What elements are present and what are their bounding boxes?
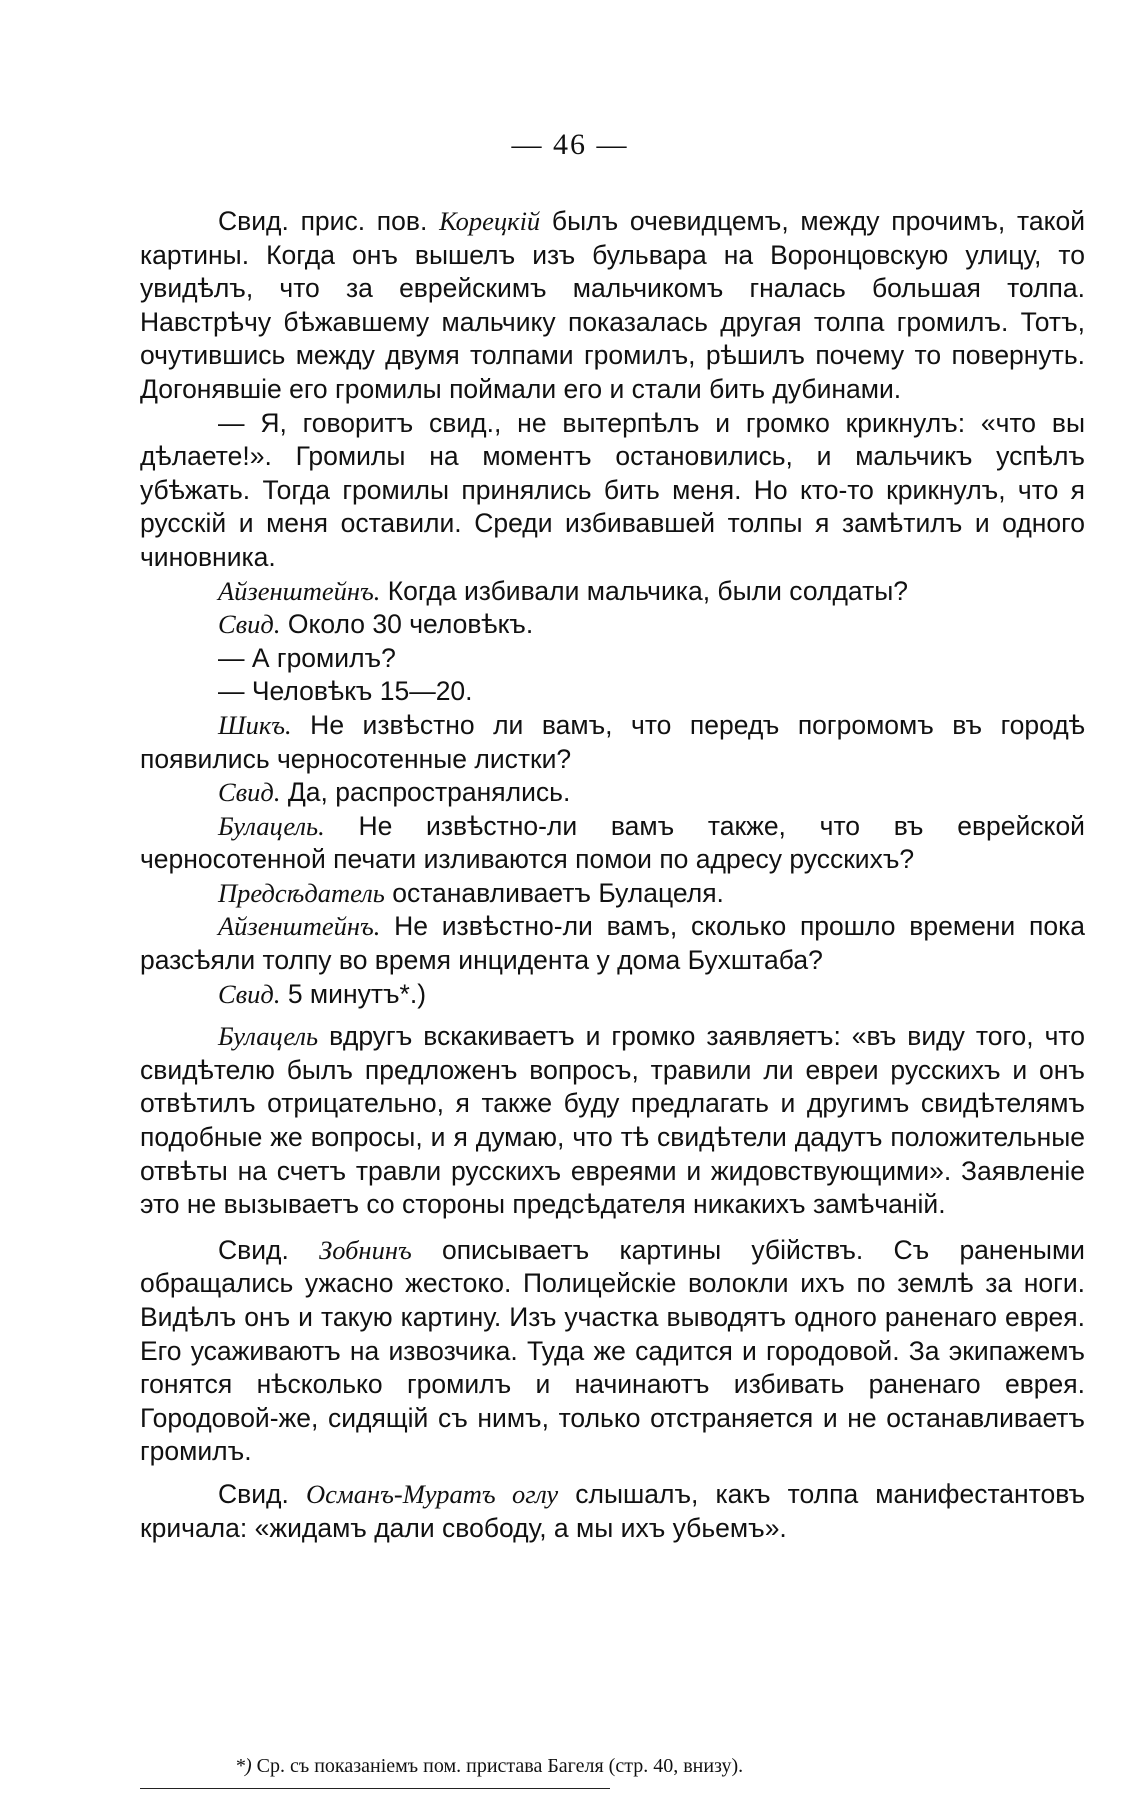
paragraph-text: останавливаетъ Булацеля. bbox=[384, 877, 724, 908]
speaker-name: Булацель. bbox=[218, 810, 325, 841]
paragraph bbox=[140, 675, 1085, 709]
paragraph-text: былъ очевидцемъ, между прочимъ, такой картины. Когда онъ вышелъ изъ бульвара на Воронцовскую улицу, то увидѣлъ, что за еврейскимъ мальчикомъ гналась большая толпа. Навстрѣчу бѣжавшему мальчику показалась другая толпа громилъ. Тотъ, очутившись между двумя толпами громилъ, рѣшилъ почему то повернуть. Догонявшіе его громилы поймали его и стали бить дубинами. bbox=[140, 206, 1085, 404]
paragraph-text: 5 минутъ*.) bbox=[280, 978, 427, 1009]
paragraph-text: описываетъ картины убійствъ. Съ ранеными обращались ужасно жестоко. Полицейскіе волокли ихъ по землѣ за ноги. Видѣлъ онъ и такую картину. Изъ участка выводятъ одного раненаго еврея. Его усаживаютъ на извозчика. Туда же садится и городовой. За экипажемъ гонятся нѣсколько громилъ и начинаютъ избивать раненаго еврея. Городовой-же, сидящій съ нимъ, только отстраняется и не останавливаетъ громилъ. bbox=[140, 1234, 1085, 1467]
paragraph bbox=[140, 776, 1085, 810]
speaker-name: Свид. bbox=[218, 777, 281, 808]
paragraph-text: вдругъ вскакиваетъ и громко заявляетъ: «въ виду того, что свидѣтелю былъ предложенъ вопросъ, травили ли евреи русскихъ и онъ отвѣтилъ отрицательно, я также буду предлагать и другимъ свидѣтелямъ подобные же вопросы, и я думаю, что тѣ свидѣтели дадутъ положительные отвѣты на счетъ травли русскихъ евреями и жидовствующими». Заявленіе это не вызываетъ со стороны предсѣдателя никакихъ замѣчаній. bbox=[140, 1021, 1085, 1220]
paragraph-text: — А громилъ? bbox=[218, 642, 396, 673]
speaker-name: Зобнинъ bbox=[319, 1234, 412, 1265]
paragraph bbox=[140, 978, 1085, 1012]
paragraph bbox=[140, 910, 1085, 977]
paragraph bbox=[140, 709, 1085, 776]
speaker-name: Свид. bbox=[218, 609, 281, 640]
paragraph-text: Свид. bbox=[218, 1234, 320, 1265]
paragraph bbox=[140, 575, 1085, 609]
paragraph-text: Не извѣстно ли вамъ, что передъ погромомъ въ городѣ появились черносотенные листки? bbox=[140, 709, 1085, 774]
paragraph bbox=[140, 407, 1085, 575]
footnote bbox=[235, 1755, 1085, 1778]
paragraph bbox=[140, 642, 1085, 676]
page-number: — 46 — bbox=[511, 128, 629, 161]
paragraph-text: Не извѣстно-ли вамъ также, что въ еврейской черносотенной печати изливаются помои по адресу русскихъ? bbox=[140, 810, 1085, 875]
footnote-rule bbox=[140, 1788, 610, 1789]
paragraph-text: Около 30 человѣкъ. bbox=[280, 609, 534, 640]
speaker-name: Корецкій bbox=[439, 206, 541, 236]
speaker-name: Свид. bbox=[218, 978, 281, 1009]
paragraph bbox=[140, 810, 1085, 877]
paragraph bbox=[140, 608, 1085, 642]
speaker-name: Шикъ. bbox=[218, 709, 292, 740]
speaker-name: Айзенштейнъ. bbox=[218, 911, 381, 942]
speaker-name: Османъ-Муратъ оглу bbox=[305, 1478, 559, 1509]
paragraph bbox=[140, 1234, 1085, 1469]
body-text bbox=[140, 205, 1085, 1545]
paragraph-text: Не извѣстно-ли вамъ, сколько прошло времени пока разсѣяли толпу во время инцидента у дома Бухштаба? bbox=[140, 911, 1085, 976]
paragraph-text: Свид. прис. пов. bbox=[218, 206, 440, 236]
paragraph-text: — Человѣкъ 15—20. bbox=[218, 676, 473, 707]
paragraph bbox=[140, 205, 1085, 407]
paragraph-text: Да, распространялись. bbox=[280, 777, 571, 808]
speaker-name: Айзенштейнъ. bbox=[218, 575, 381, 606]
paragraph bbox=[140, 1478, 1085, 1545]
footnote-text: Ср. съ показаніемъ пом. пристава Багеля (стр. 40, внизу). bbox=[251, 1755, 744, 1777]
paragraph bbox=[140, 877, 1085, 911]
paragraph-text: слышалъ, какъ толпа манифестантовъ кричала: «жидамъ дали свободу, а мы ихъ убьемъ». bbox=[140, 1478, 1086, 1543]
paragraph-text: Когда избивали мальчика, были солдаты? bbox=[380, 575, 908, 606]
paragraph bbox=[140, 1020, 1085, 1222]
speaker-name: Предсѣдатель bbox=[218, 877, 385, 908]
footnote-mark: *) bbox=[235, 1755, 252, 1777]
paragraph-text: — Я, говоритъ свид., не вытерпѣлъ и громко крикнулъ: «что вы дѣлаете!». Громилы на моментъ остановились, и мальчикъ успѣлъ убѣжать. Тогда громилы принялись бить меня. Но кто-то крикнулъ, что я русскій и меня оставили. Среди избивавшей толпы я замѣтилъ и одного чиновника. bbox=[140, 407, 1085, 572]
speaker-name: Булацель bbox=[218, 1021, 319, 1052]
paragraph-text: Свид. bbox=[218, 1478, 306, 1509]
